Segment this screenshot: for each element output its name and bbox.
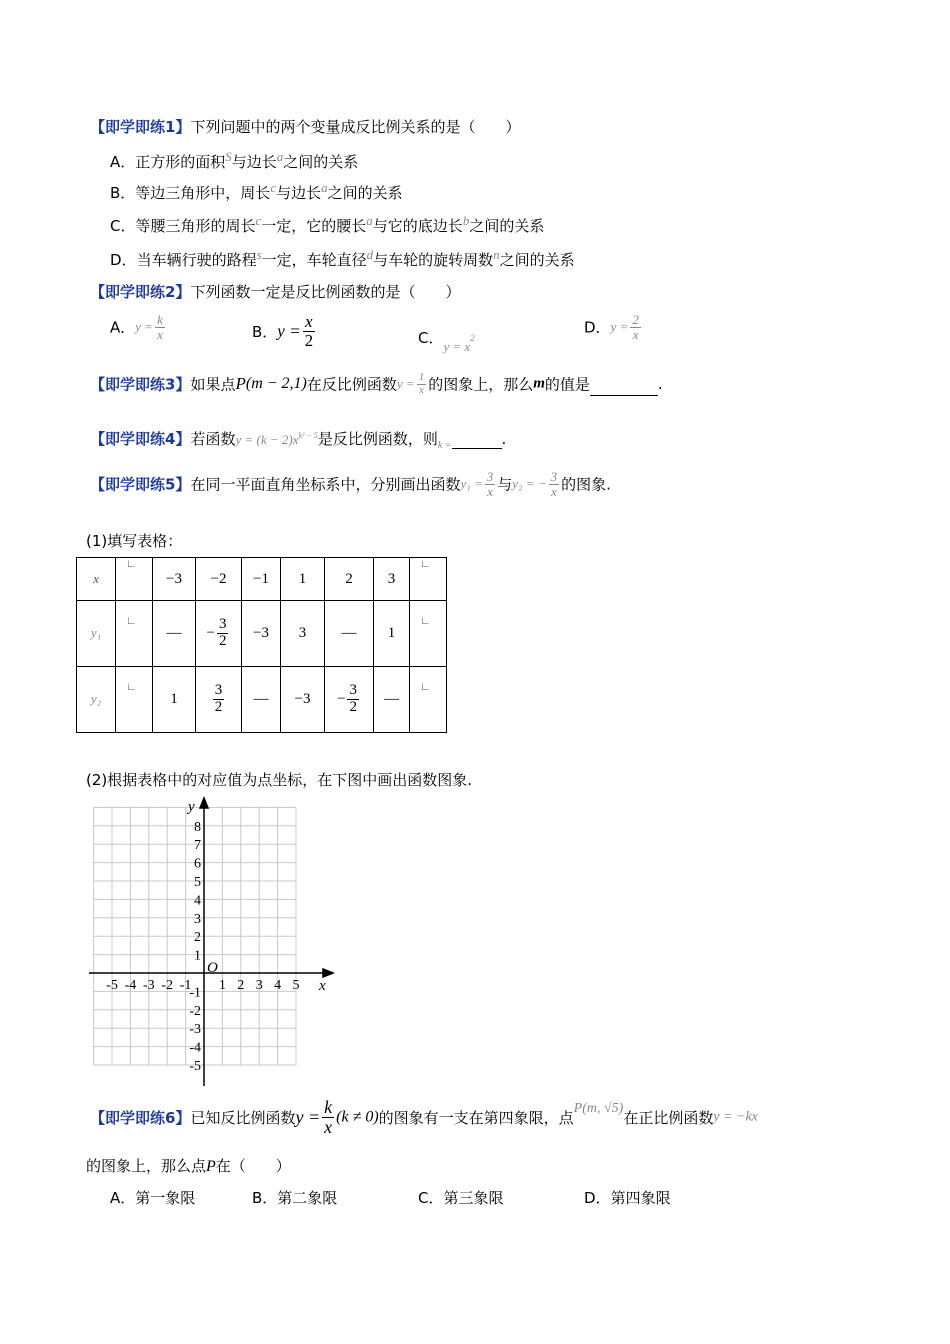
q1-option-a: A．正方形的面积$^S$与边长$^a$之间的关系 (110, 149, 359, 171)
origin-label: O (207, 960, 218, 976)
q3-line: 【即学即练3】如果点P(m − 2,1)在反比例函数y = $\frac{1}{x}$ 的图象上，那么m的值是 . (90, 371, 663, 396)
q2-stem: 下列函数一定是反比例函数的是（ ） (190, 283, 461, 301)
q6-line2: 的图象上，那么点P在（ ） (86, 1157, 291, 1175)
q2-option-c: C．$y = x^2$ (418, 329, 475, 354)
q4-tag: 【即学即练4】 (90, 430, 191, 448)
q4-line: 【即学即练4】若函数$y = (k - 2)x^{k^2 - 5}$是反比例函数，则$_{k =}$ . (90, 430, 507, 451)
x-tick-label: -5 (106, 978, 118, 993)
q2-option-d: D．y = $\frac{2}{x}$ (584, 312, 639, 342)
table-row-x-label: x (77, 558, 116, 601)
q6-option-d: D．第四象限 (584, 1189, 671, 1207)
q5-tag: 【即学即练5】 (90, 475, 191, 494)
x-tick-label: 3 (255, 978, 263, 993)
q2-stem-line (90, 281, 460, 302)
y-tick-label: 5 (194, 875, 201, 890)
q6-line1: 【即学即练6】已知反比例函数y = $\frac{k}{x}$ (k ≠ 0)的图象有一支在第四象限，点P(m, √5)在正比例函数y = −kx (90, 1097, 758, 1137)
q5-line: 【即学即练5】在同一平面直角坐标系中，分别画出函数y₁ = $\frac{3}{x}$ 与y₂ = − $\frac{3}{x}$ 的图象. (90, 469, 611, 499)
y-tick-label: -4 (189, 1040, 201, 1056)
y-tick-label: 8 (194, 819, 201, 835)
q5-part2-label: (2)根据表格中的对应值为点坐标，在下图中画出函数图象. (86, 771, 473, 789)
y-tick-label: 4 (194, 893, 201, 909)
q1-stem: 下列问题中的两个变量成反比例关系的是（ ） (190, 118, 521, 136)
x-tick-label: -4 (124, 978, 137, 993)
q6-tag: 【即学即练6】 (90, 1108, 191, 1127)
q6-option-b: B．第二象限 (252, 1189, 338, 1207)
q1-option-d: D．当车辆行驶的路程$^s$一定，车轮直径$^d$与车轮的旋转周数$^n$之间的关系 (110, 247, 575, 269)
x-tick-label: 4 (274, 978, 282, 993)
x-tick-label: 5 (292, 978, 300, 993)
value-table: x ∟ −3 −2 −1 1 2 3 ∟ y₁ ∟ — − $\frac{3}{2}$ −3 3 — 1 ∟ y₂ ∟ 1 $\frac{3}{2}$ — −3 − $\frac{3}{2}$ — ∟ (76, 557, 447, 733)
q3-answer-blank[interactable] (590, 381, 658, 396)
q3-tag: 【即学即练3】 (90, 375, 191, 394)
x-tick-label: -2 (161, 978, 174, 993)
y-tick-label: 6 (194, 856, 201, 872)
x-tick-label: 1 (218, 978, 226, 993)
q1-option-c: C．等腰三角形的周长$^c$一定，它的腰长$^a$与它的底边长$^b$之间的关系 (110, 213, 545, 235)
q1-option-b: B．等边三角形中，周长$^c$与边长$^a$之间的关系 (110, 180, 403, 202)
x-axis-arrow (323, 969, 333, 977)
table-row-y2-label: y₂ (77, 667, 116, 733)
q1-tag: 【即学即练1】 (90, 118, 191, 136)
y-tick-label: -2 (189, 1003, 201, 1019)
y-tick-label: -1 (189, 985, 201, 1001)
q6-option-c: C．第三象限 (418, 1189, 504, 1207)
y-tick-label: 2 (194, 930, 201, 946)
x-axis-label: x (319, 978, 326, 994)
x-tick-label: 2 (237, 978, 245, 993)
y-axis-label: y (188, 799, 195, 815)
table-row-y1-label: y₁ (77, 601, 116, 667)
x-tick-label: -3 (142, 978, 155, 993)
y-axis-arrow (200, 798, 208, 808)
q5-part1-label: (1)填写表格： (86, 532, 183, 550)
y-tick-label: 3 (194, 911, 201, 927)
q2-option-b: B．y = $\frac{x}{2}$ (252, 312, 314, 350)
coordinate-grid (85, 796, 345, 1091)
y-tick-label: 7 (194, 838, 201, 854)
y-tick-label: 1 (194, 948, 201, 964)
q6-option-a: A．第一象限 (110, 1189, 196, 1207)
y-tick-label: -3 (189, 1022, 201, 1038)
x-tick-label: -1 (179, 978, 192, 993)
q2-tag: 【即学即练2】 (90, 283, 191, 301)
q4-answer-blank[interactable] (452, 434, 502, 449)
q1-stem-line (90, 116, 520, 137)
y-tick-label: -5 (189, 1059, 201, 1074)
q2-option-a: A．y = $\frac{k}{x}$ (110, 312, 163, 342)
